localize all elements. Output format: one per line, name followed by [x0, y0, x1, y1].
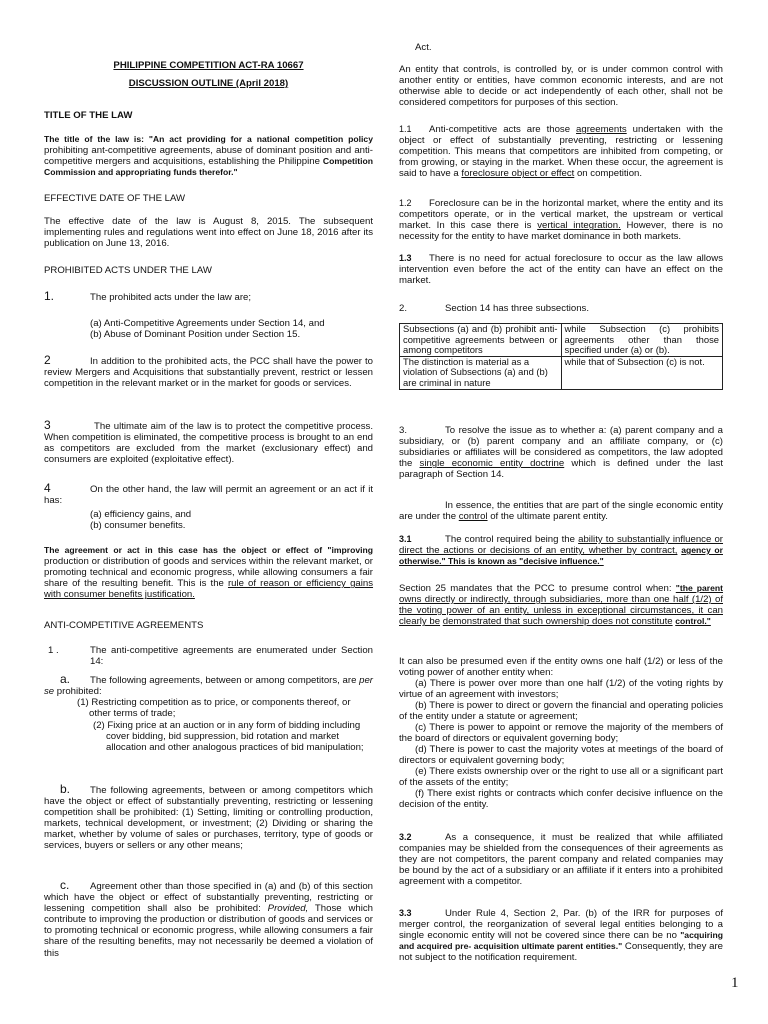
- anti-item-a: a. The following agreements, between or among competitors, are per se prohibited:: [44, 672, 373, 698]
- presumption-f: (f) There exist rights or contracts which confer decisive influence on the decision of the entity.: [399, 788, 723, 811]
- presumption-c: (c) There is power to appoint or remove the majority of the members of the board of directors or equivalent governing body;: [399, 722, 723, 745]
- section-3-1: 3.1 The control required being the ability to substantially influence or direct the actions or decisions of an entity, whether by contract, agency or otherwise." This is known as "decisive influence.": [399, 534, 724, 567]
- table-row: [400, 356, 723, 389]
- presumption-b: (b) There is power to direct or govern the financial and operating policies of the entity under a statute or agreement;: [399, 700, 723, 723]
- heading-prohibited-acts: PROHIBITED ACTS UNDER THE LAW: [44, 265, 212, 276]
- anti-item-b: b. The following agreements, between or among competitors which have the object or effect of substantially preventing, restricting or lessening competition shall be prohibited: (1) Setting, limiting or controlling production, markets, technical development, or investment; (2) Dividing or sharing the market, whether by volume of sales or purchases, territory, type of goods or services, buyers or sellers or any other means;: [44, 782, 373, 852]
- prohibited-item-2: 2 In addition to the prohibited acts, the PCC shall have the power to review Mergers and Acquisitions that substantially prevent, restrict or lessen competition in the relevant market or in the market for goods or services.: [44, 353, 373, 390]
- effective-date-paragraph: The effective date of the law is August 8, 2015. The subsequent implementing rules and regulations went into effect on June 18, 2016 after its publication on June 13, 2016.: [44, 216, 373, 250]
- prohibited-item-4: 4 On the other hand, the law will permit an agreement or an act if it has:: [44, 481, 373, 507]
- document-title: PHILIPPINE COMPETITION ACT-RA 10667: [113, 60, 304, 71]
- section-1-1: 1.1 Anti-competitive acts are those agreements undertaken with the object or effect of substantially preventing, restricting or lessening competition. This means that competitors are inhibited from competing, or from growing, or staying in the market. When these occur, the agreement is said to have a foreclosure object or effect on competition.: [399, 124, 723, 180]
- presumption-a: (a) There is power over more than one half (1/2) of the voting rights by virtue of an agreement with investors;: [399, 678, 723, 701]
- prohibited-item-4b: (b) consumer benefits.: [90, 520, 186, 531]
- presumption-paragraph: It can also be presumed even if the entity owns one half (1/2) or less of the voting power of another entity when:: [399, 656, 723, 679]
- prohibited-item-4a: (a) efficiency gains, and: [90, 509, 192, 520]
- table-cell: Subsections (a) and (b) prohibit anti- competitive agreements between or among competitors: [400, 324, 562, 357]
- heading-effective-date: EFFECTIVE DATE OF THE LAW: [44, 193, 186, 204]
- anti-item-1: 1 . The anti-competitive agreements are enumerated under Section 14:: [48, 645, 373, 668]
- heading-anti-competitive: ANTI-COMPETITIVE AGREEMENTS: [44, 620, 204, 631]
- presumption-d: (d) There is power to cast the majority votes at meetings of the board of directors or equivalent governing body;: [399, 744, 723, 767]
- heading-title-of-law: TITLE OF THE LAW: [44, 110, 133, 121]
- presumption-e: (e) There exists ownership over or the right to use all or a significant part of the assets of the entity;: [399, 766, 723, 789]
- document-subtitle: DISCUSSION OUTLINE (April 2018): [128, 78, 289, 89]
- prohibited-item-1: 1. The prohibited acts under the law are;: [44, 289, 252, 303]
- table-cell: while that of Subsection (c) is not.: [561, 356, 723, 389]
- section-3-3: 3.3 Under Rule 4, Section 2, Par. (b) of the IRR for purposes of merger control, the reorganization of several legal entities belonging to a single economic entity will not be covered since there can be no "acquiring and acquired pre- acquisition ultimate parent entities." Consequently, they are not subject to the notification requirement.: [399, 908, 724, 964]
- anti-item-a-2: (2) Fixing price at an auction or in any form of bidding including cover bidding, bid suppression, bid rotation and market allocation and other analogous practices of bid manipulation;: [93, 720, 364, 754]
- subsections-table: [399, 323, 723, 390]
- page-number: 1: [731, 975, 739, 991]
- table-row: [400, 324, 723, 357]
- anti-item-c: c. Agreement other than those specified in (a) and (b) of this section which have the object or effect of substantially preventing, restricting or lessening competition shall also be prohibited: Provided, Those which contribute to improving the production or distribution of goods and services or to promoting technical or economic progress, while allowing consumers a fair share of the resulting benefits, may not necessarily be deemed a violation of this: [44, 878, 373, 959]
- section-25-paragraph: Section 25 mandates that the PCC to presume control when: "the parent owns directly or indirectly, through subsidiaries, more than one half (1/2) of the voting power of an entity, unless in exceptional circumstances, it can clearly be demonstrated that such ownership does not constitute control.": [399, 583, 723, 628]
- table-cell: while Subsection (c) prohibits agreements other than those specified under (a) or (b).: [561, 324, 723, 357]
- control-paragraph: An entity that controls, is controlled by, or is under common control with another entity or entities, have common economic interests, and are not otherwise able to decide or act independently of each other, shall not be considered competitors for purposes of this section.: [399, 64, 723, 109]
- agreement-paragraph: The agreement or act in this case has the object or effect of "improving production or distribution of goods and services within the relevant market, or promoting technical and economic progress, while allowing consumers a fair share of the resulting benefit. This is the rule of reason or efficiency gains with consumer benefits justification.: [44, 545, 374, 601]
- table-cell: The distinction is material as a violation of Subsections (a) and (b) are criminal in nature: [400, 356, 562, 389]
- section-3-2: 3.2 As a consequence, it must be realized that while affiliated companies may be shielded from the consequences of their agreements as they are not competitors, the parent company and related companies may be bound by the act of a subsidiary or an affiliate if it enters into a prohibited agreement with a competitor.: [399, 832, 723, 888]
- prohibited-item-1a: (a) Anti-Competitive Agreements under Section 14, and: [90, 318, 325, 329]
- section-3: 3. To resolve the issue as to whether a: (a) parent company and a subsidiary, or (b) parent company and an affiliate company, or (c) subsidiaries or affiliates will be considered as competitors, the law adopted the single economic entity doctrine which is defined under the last paragraph of Section 14.: [399, 425, 723, 481]
- prohibited-item-1b: (b) Abuse of Dominant Position under Section 15.: [90, 329, 301, 340]
- title-paragraph: The title of the law is: "An act providing for a national competition policy prohibiting ant-competitive agreements, abuse of dominant position and anti- competitive mergers and acquisitions, establishing the Philippine Competition Commission and appropriating funds therefor.": [44, 134, 373, 178]
- section-2: 2. Section 14 has three subsections.: [399, 303, 589, 314]
- prohibited-item-3: 3 The ultimate aim of the law is to protect the competitive process. When competition is eliminated, the competitive process is brought to an end as competitors are excluded from the market (exclusionary effect) and consumers are exploited (exploitative effect).: [44, 418, 373, 466]
- anti-item-a-1: (1) Restricting competition as to price, or components thereof, or other terms of trade;: [77, 697, 351, 720]
- act-continuation: Act.: [415, 42, 432, 53]
- section-1-3: 1.3 There is no need for actual foreclosure to occur as the law allows intervention even before the act of the entity can have an effect on the market.: [399, 253, 723, 287]
- section-1-2: 1.2 Foreclosure can be in the horizontal market, where the entity and its competitors operate, or in the vertical market, the upstream or vertical market. In this case there is vertical integration. However, there is no necessity for the entity to have market dominance in both markets.: [399, 198, 724, 243]
- essence-paragraph: In essence, the entities that are part of the single economic entity are under the control of the ultimate parent entity.: [399, 500, 723, 523]
